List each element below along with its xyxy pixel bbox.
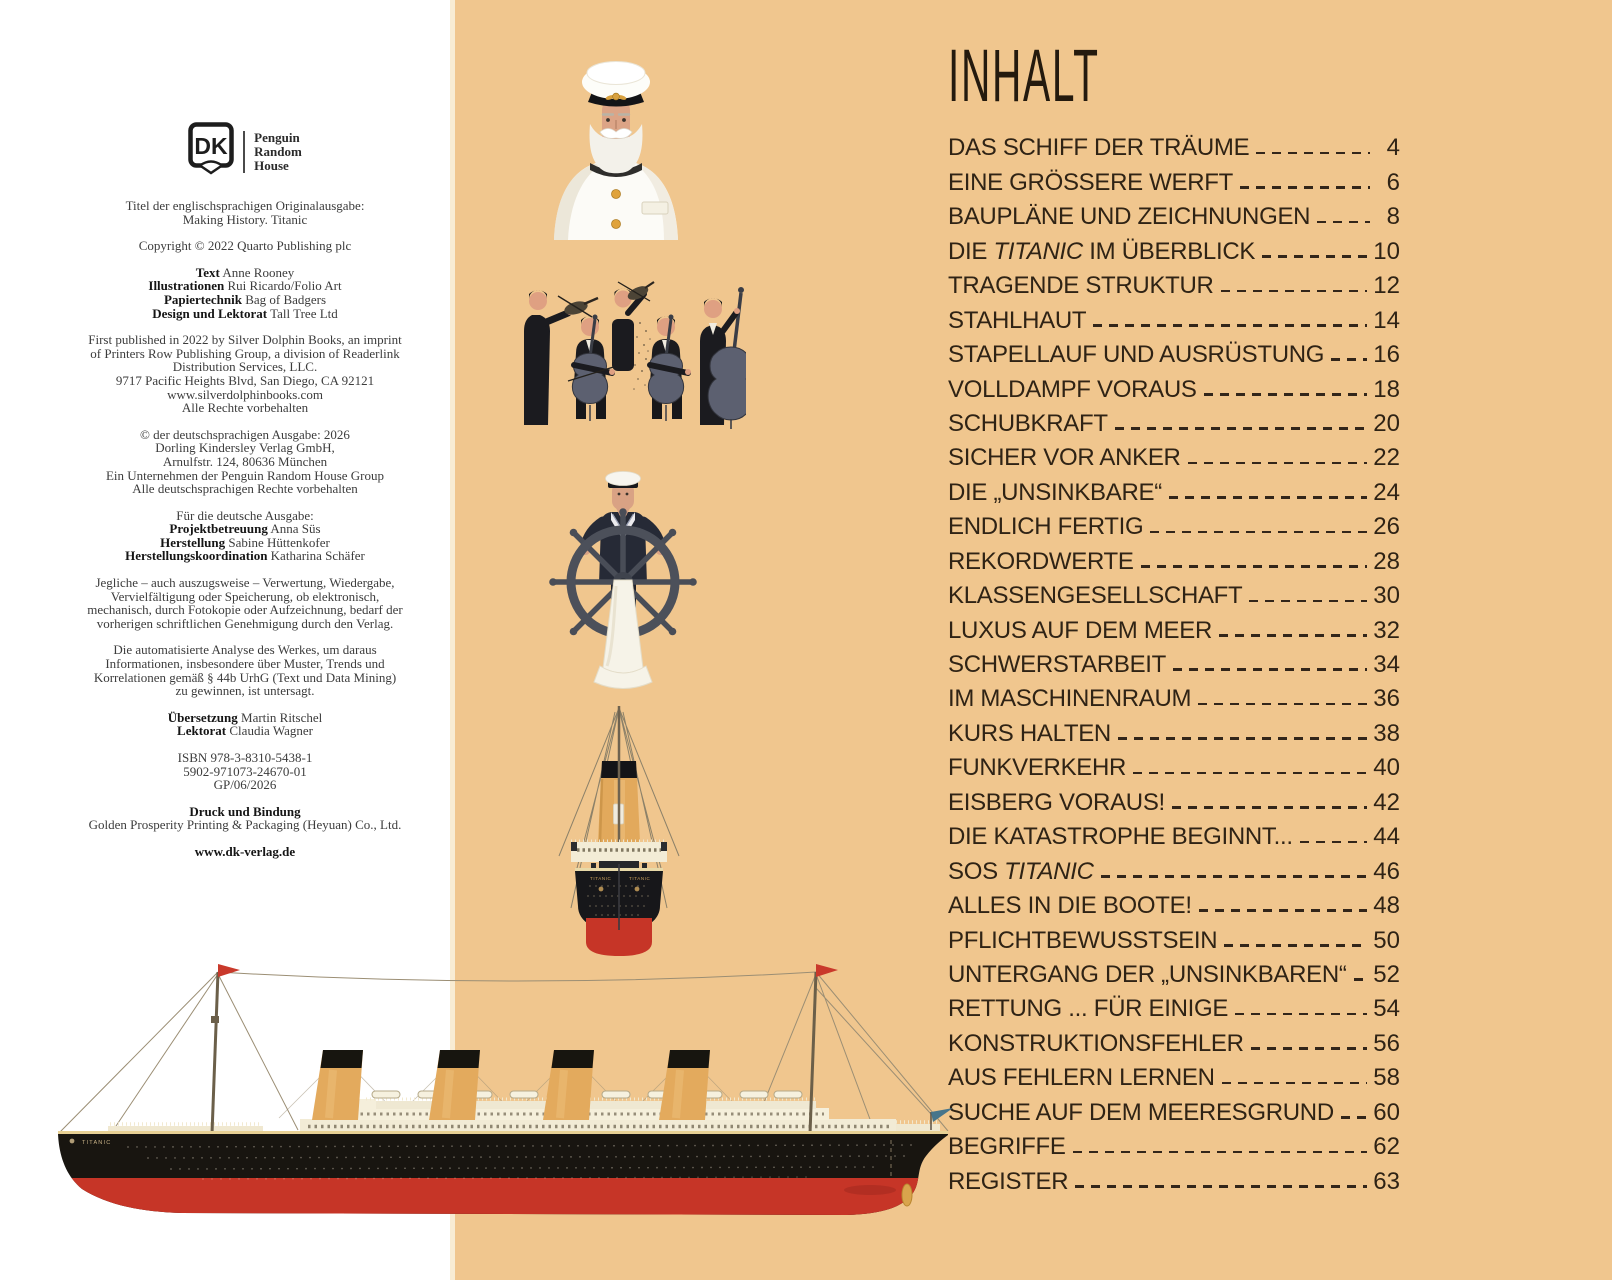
toc-leader-dashes bbox=[1219, 634, 1367, 637]
toc-entry-page: 16 bbox=[1373, 341, 1400, 369]
toc-entry-page: 10 bbox=[1373, 237, 1400, 265]
toc-entry-page: 38 bbox=[1373, 719, 1400, 747]
toc-leader-dashes bbox=[1188, 462, 1368, 465]
toc-entry bbox=[948, 196, 1400, 230]
imprint-block: ISBN 978-3-8310-5438-1 5902-971073-24670-01 GP/06/2026 bbox=[177, 750, 313, 793]
toc-entry-page: 48 bbox=[1373, 892, 1400, 920]
imprint-block: Copyright © 2022 Quarto Publishing plc bbox=[138, 238, 352, 254]
toc-leader-dashes bbox=[1300, 841, 1368, 844]
toc-leader-dashes bbox=[1204, 393, 1368, 396]
toc-entry bbox=[948, 161, 1400, 195]
toc-leader-dashes bbox=[1133, 772, 1367, 775]
toc-leader-dashes bbox=[1317, 221, 1370, 224]
imprint-block: Jegliche – auch auszugsweise – Verwertung, Wiedergabe, Vervielfältigung oder Speicherung, ob elektronisch, mechanisch, durch Fotokopie oder Aufzeichnung, bedarf der vorherigen schriftlichen Genehmigung durch den Verlag. bbox=[87, 575, 403, 631]
toc-entry bbox=[948, 471, 1400, 505]
toc-leader-dashes bbox=[1115, 427, 1368, 430]
toc-entry-label: SCHUBKRAFT bbox=[948, 409, 1108, 437]
toc-leader-dashes bbox=[1341, 1116, 1367, 1119]
toc-entry bbox=[948, 816, 1400, 850]
toc-entry bbox=[948, 885, 1400, 919]
publisher-logo bbox=[75, 122, 415, 181]
toc-entry-label: ENDLICH FERTIG bbox=[948, 513, 1144, 541]
captain-portrait-illustration bbox=[530, 42, 702, 240]
toc-entry-label: AUS FEHLERN LERNEN bbox=[948, 1064, 1215, 1092]
imprint-page bbox=[75, 0, 415, 872]
toc-entry-label: DAS SCHIFF DER TRÄUME bbox=[948, 134, 1250, 162]
toc-entry-label: DIE TITANIC IM ÜBERBLICK bbox=[948, 237, 1256, 265]
imprint-block: Titel der englischsprachigen Originalausgabe: Making History. Titanic bbox=[125, 198, 365, 227]
toc-entry-label: RETTUNG ... FÜR EINIGE bbox=[948, 995, 1229, 1023]
imprint-block: www.dk-verlag.de bbox=[194, 843, 296, 859]
helmsman-wheel-illustration bbox=[548, 452, 698, 692]
imprint-block: © der deutschsprachigen Ausgabe: 2026 Dorling Kindersley Verlag GmbH, Arnulfstr. 124, 80636 München Ein Unternehmen der Penguin Random House Group Alle deutschsprachigen Rechte vorbehalten bbox=[105, 426, 384, 497]
toc-leader-dashes bbox=[1240, 186, 1370, 189]
toc-entry bbox=[948, 403, 1400, 437]
toc-entry bbox=[948, 781, 1400, 815]
toc-entry-label: REKORDWERTE bbox=[948, 547, 1134, 575]
penguin-random-house-logotype bbox=[243, 131, 302, 173]
toc-entry bbox=[948, 609, 1400, 643]
toc-leader-dashes bbox=[1198, 703, 1367, 706]
imprint-block: Übersetzung Martin Ritschel Lektorat Claudia Wagner bbox=[167, 709, 323, 739]
toc-entry-page: 34 bbox=[1373, 651, 1400, 678]
svg-text:DK: DK bbox=[194, 133, 228, 159]
toc-list bbox=[948, 127, 1400, 1195]
toc-entry-page: 22 bbox=[1373, 444, 1400, 472]
toc-entry-page: 24 bbox=[1373, 478, 1400, 506]
imprint-block: Für die deutsche Ausgabe: Projektbetreuung Anna Süs Herstellung Sabine Hüttenkofer Herstellungskoordination Katharina Schäfer bbox=[125, 507, 365, 564]
toc-entry-page: 54 bbox=[1373, 995, 1400, 1023]
toc-entry bbox=[948, 954, 1400, 988]
toc-entry-label: VOLLDAMPF VORAUS bbox=[948, 375, 1197, 403]
toc-entry bbox=[948, 1126, 1400, 1160]
toc-entry-page: 62 bbox=[1373, 1133, 1400, 1161]
toc-entry-page: 20 bbox=[1373, 409, 1400, 437]
toc-leader-dashes bbox=[1118, 737, 1367, 740]
toc-entry-label: KONSTRUKTIONSFEHLER bbox=[948, 1029, 1244, 1057]
svg-text:TITANIC: TITANIC bbox=[629, 876, 651, 881]
table-of-contents bbox=[948, 34, 1400, 1195]
toc-entry-label: SOS TITANIC bbox=[948, 857, 1094, 885]
toc-entry bbox=[948, 299, 1400, 333]
toc-leader-dashes bbox=[1251, 1047, 1368, 1050]
toc-leader-dashes bbox=[1093, 324, 1367, 327]
ship-band-illustration bbox=[498, 261, 746, 431]
toc-entry bbox=[948, 644, 1400, 678]
toc-entry-label: PFLICHTBEWUSSTSEIN bbox=[948, 926, 1218, 954]
publisher-line: Penguin bbox=[254, 129, 300, 145]
toc-entry-label: FUNKVERKEHR bbox=[948, 754, 1127, 782]
toc-entry-page: 46 bbox=[1373, 857, 1400, 885]
toc-entry-label: IM MASCHINENRAUM bbox=[948, 685, 1192, 713]
toc-entry bbox=[948, 506, 1400, 540]
toc-entry-label: STAHLHAUT bbox=[948, 306, 1087, 334]
toc-leader-dashes bbox=[1256, 152, 1370, 155]
toc-entry-page: 4 bbox=[1386, 134, 1400, 162]
toc-entry-page: 36 bbox=[1373, 685, 1400, 713]
toc-entry-label: EISBERG VORAUS! bbox=[948, 788, 1165, 816]
toc-entry-page: 58 bbox=[1373, 1064, 1400, 1092]
toc-entry-page: 44 bbox=[1373, 823, 1400, 851]
toc-leader-dashes bbox=[1199, 909, 1368, 912]
toc-entry-label: UNTERGANG DER „UNSINKBAREN“ bbox=[948, 960, 1347, 988]
toc-entry-label: DIE KATASTROPHE BEGINNT... bbox=[948, 823, 1293, 851]
toc-entry bbox=[948, 1022, 1400, 1056]
toc-entry-page: 28 bbox=[1373, 547, 1400, 575]
toc-leader-dashes bbox=[1224, 944, 1367, 947]
toc-entry bbox=[948, 850, 1400, 884]
svg-text:TITANIC: TITANIC bbox=[82, 1140, 112, 1146]
imprint-block: Text Anne Rooney Illustrationen Rui Ricardo/Folio Art Papiertechnik Bag of Badgers Design und Lektorat Tall Tree Ltd bbox=[148, 264, 342, 321]
toc-leader-dashes bbox=[1169, 496, 1367, 499]
dk-logo-icon bbox=[188, 122, 234, 181]
titanic-bow-illustration bbox=[543, 698, 693, 960]
toc-entry bbox=[948, 368, 1400, 402]
toc-entry-label: SUCHE AUF DEM MEERESGRUND bbox=[948, 1098, 1334, 1126]
toc-entry bbox=[948, 437, 1400, 471]
titanic-side-profile-illustration bbox=[52, 928, 957, 1220]
toc-entry-page: 12 bbox=[1373, 272, 1400, 300]
toc-entry bbox=[948, 575, 1400, 609]
imprint-block: Druck und Bindung Golden Prosperity Printing & Packaging (Heyuan) Co., Ltd. bbox=[88, 803, 402, 833]
toc-leader-dashes bbox=[1262, 255, 1367, 258]
toc-entry-page: 26 bbox=[1373, 513, 1400, 541]
page-title: INHALT bbox=[948, 34, 1100, 117]
toc-entry-label: SCHWERSTARBEIT bbox=[948, 651, 1167, 678]
toc-leader-dashes bbox=[1173, 668, 1367, 671]
toc-entry-label: TRAGENDE STRUKTUR bbox=[948, 272, 1214, 300]
toc-entry-page: 32 bbox=[1373, 616, 1400, 644]
imprint-block: First published in 2022 by Silver Dolphin Books, an imprint of Printers Row Publishing Group, a division of Readerlink Distribution Services, LLC. 9717 Pacific Heights Blvd, San Diego, CA 92121 www.silverdolphinbooks.com Alle Rechte vorbehalten bbox=[88, 332, 402, 416]
toc-entry bbox=[948, 1057, 1400, 1091]
toc-entry bbox=[948, 1160, 1400, 1194]
toc-entry bbox=[948, 1091, 1400, 1125]
toc-entry-label: STAPELLAUF UND AUSRÜSTUNG bbox=[948, 341, 1325, 369]
toc-leader-dashes bbox=[1075, 1185, 1367, 1188]
toc-entry-page: 8 bbox=[1386, 203, 1400, 231]
toc-entry-label: KURS HALTEN bbox=[948, 719, 1111, 747]
toc-leader-dashes bbox=[1222, 1082, 1368, 1085]
toc-leader-dashes bbox=[1172, 806, 1367, 809]
toc-entry-label: DIE „UNSINKBARE“ bbox=[948, 478, 1162, 506]
toc-leader-dashes bbox=[1354, 978, 1368, 981]
toc-entry-page: 14 bbox=[1373, 306, 1400, 334]
toc-entry-label: ALLES IN DIE BOOTE! bbox=[948, 892, 1192, 920]
toc-entry-page: 42 bbox=[1373, 788, 1400, 816]
red-flag-icon bbox=[816, 964, 838, 977]
toc-entry bbox=[948, 678, 1400, 712]
toc-entry-page: 40 bbox=[1373, 754, 1400, 782]
toc-leader-dashes bbox=[1331, 358, 1367, 361]
toc-entry bbox=[948, 540, 1400, 574]
toc-entry-page: 56 bbox=[1373, 1029, 1400, 1057]
toc-entry bbox=[948, 127, 1400, 161]
toc-entry-label: BEGRIFFE bbox=[948, 1133, 1066, 1161]
toc-entry bbox=[948, 712, 1400, 746]
toc-entry-label: KLASSENGESELLSCHAFT bbox=[948, 582, 1243, 610]
toc-leader-dashes bbox=[1101, 875, 1368, 878]
toc-entry-label: BAUPLÄNE UND ZEICHNUNGEN bbox=[948, 203, 1311, 231]
toc-leader-dashes bbox=[1073, 1151, 1368, 1154]
toc-entry-label: LUXUS AUF DEM MEER bbox=[948, 616, 1212, 644]
toc-entry bbox=[948, 747, 1400, 781]
toc-entry-label: SICHER VOR ANKER bbox=[948, 444, 1181, 472]
toc-entry bbox=[948, 230, 1400, 264]
red-flag-icon bbox=[218, 964, 240, 977]
toc-entry bbox=[948, 919, 1400, 953]
toc-entry-page: 60 bbox=[1373, 1098, 1400, 1126]
toc-entry bbox=[948, 988, 1400, 1022]
toc-leader-dashes bbox=[1141, 565, 1368, 568]
publisher-line: Random bbox=[254, 143, 302, 159]
toc-entry-page: 30 bbox=[1373, 582, 1400, 610]
svg-text:TITANIC: TITANIC bbox=[590, 876, 612, 881]
imprint-block: Die automatisierte Analyse des Werkes, um daraus Informationen, insbesondere über Muster, Trends und Korrelationen gemäß § 44b UrhG (Text und Data Mining) zu gewinnen, ist untersagt. bbox=[93, 642, 397, 699]
toc-entry-page: 18 bbox=[1373, 375, 1400, 403]
imprint-blocks bbox=[75, 199, 415, 859]
toc-entry-label: EINE GRÖSSERE WERFT bbox=[948, 168, 1233, 196]
toc-entry-page: 63 bbox=[1373, 1167, 1400, 1195]
toc-entry-page: 6 bbox=[1386, 168, 1400, 196]
toc-entry-label: REGISTER bbox=[948, 1167, 1069, 1195]
toc-leader-dashes bbox=[1150, 531, 1367, 534]
toc-entry bbox=[948, 334, 1400, 368]
open-book-icon bbox=[200, 162, 222, 174]
toc-entry-page: 50 bbox=[1373, 926, 1400, 954]
stern-flag-icon bbox=[931, 1108, 953, 1122]
toc-entry-page: 52 bbox=[1373, 960, 1400, 988]
toc-entry bbox=[948, 265, 1400, 299]
toc-leader-dashes bbox=[1235, 1013, 1367, 1016]
publisher-line: House bbox=[254, 157, 289, 173]
toc-leader-dashes bbox=[1221, 290, 1368, 293]
toc-leader-dashes bbox=[1249, 600, 1367, 603]
